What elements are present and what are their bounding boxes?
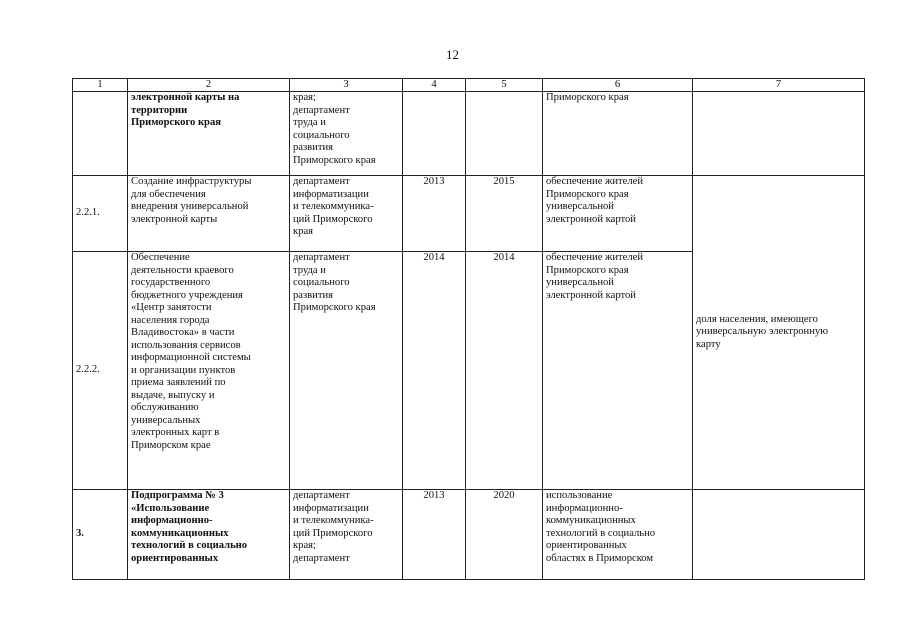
table-row	[73, 490, 865, 580]
column-header-6: 6	[543, 79, 693, 92]
activity-name: Подпрограмма № 3 «Использование информационно- коммуникационных технологий в социально ориентированных	[128, 490, 290, 580]
start-year	[403, 92, 466, 176]
column-header-3: 3	[290, 79, 403, 92]
row-number: 3.	[73, 490, 128, 580]
column-header-1: 1	[73, 79, 128, 92]
header-row	[73, 79, 865, 92]
executor: департамент труда и социального развития Приморского края	[290, 252, 403, 490]
activity-name: электронной карты на территории Приморского края	[128, 92, 290, 176]
column-header-5: 5	[466, 79, 543, 92]
end-year	[466, 92, 543, 176]
row-number	[73, 92, 128, 176]
executor: департамент информатизации и телекоммуника- ций Приморского края; департамент	[290, 490, 403, 580]
row-number: 2.2.2.	[73, 252, 128, 490]
row-number: 2.2.1.	[73, 176, 128, 252]
column-header-7: 7	[693, 79, 865, 92]
program-table	[72, 78, 865, 580]
expected-result: обеспечение жителей Приморского края универсальной электронной картой	[543, 252, 693, 490]
indicator-cell	[693, 92, 865, 176]
activity-name: Обеспечение деятельности краевого государственного бюджетного учреждения «Центр занятости населения города Владивостока» в части использования сервисов информационной системы и организации пунктов приема заявлений по выдаче, выпуску и обслуживанию универсальных электронных карт в Приморском крае	[128, 252, 290, 490]
column-header-4: 4	[403, 79, 466, 92]
expected-result: обеспечение жителей Приморского края универсальной электронной картой	[543, 176, 693, 252]
indicator-cell	[693, 490, 865, 580]
start-year: 2014	[403, 252, 466, 490]
start-year: 2013	[403, 176, 466, 252]
activity-name: Создание инфраструктуры для обеспечения внедрения универсальной электронной карты	[128, 176, 290, 252]
executor: края; департамент труда и социального развития Приморского края	[290, 92, 403, 176]
start-year: 2013	[403, 490, 466, 580]
executor: департамент информатизации и телекоммуника- ций Приморского края	[290, 176, 403, 252]
indicator-cell: доля населения, имеющего универсальную электронную карту	[693, 176, 865, 490]
end-year: 2020	[466, 490, 543, 580]
table-row	[73, 176, 865, 252]
expected-result: Приморского края	[543, 92, 693, 176]
expected-result: использование информационно- коммуникационных технологий в социально ориентированных областях в Приморском	[543, 490, 693, 580]
end-year: 2015	[466, 176, 543, 252]
end-year: 2014	[466, 252, 543, 490]
table-row	[73, 92, 865, 176]
column-header-2: 2	[128, 79, 290, 92]
page-number: 12	[446, 47, 459, 62]
